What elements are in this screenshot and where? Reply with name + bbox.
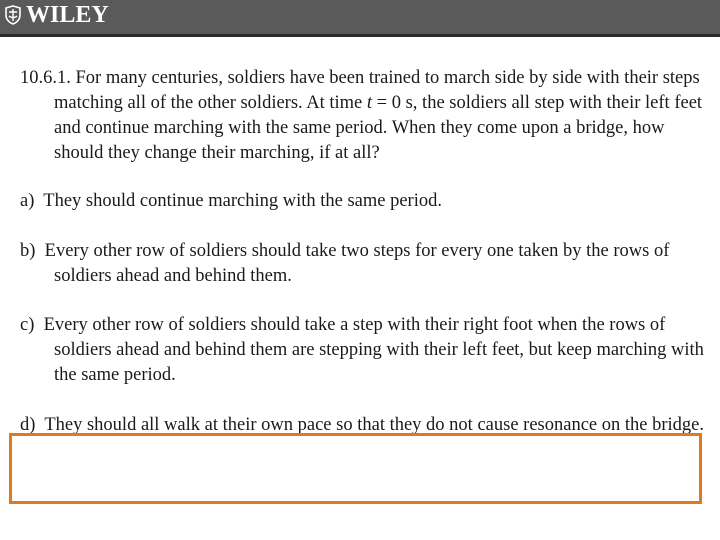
option-text: Every other row of soldiers should take a step with their right foot when the rows of soldiers ahead and behind them are stepping with their left feet, but keep marching with the same period. xyxy=(43,315,704,385)
wiley-logo xyxy=(4,2,109,28)
wiley-wordmark: WILEY xyxy=(26,2,109,28)
option-text: Every other row of soldiers should take two steps for every one taken by the rows of soldiers ahead and behind them. xyxy=(44,241,670,286)
option-letter: d) xyxy=(20,415,36,435)
time-variable: t xyxy=(366,93,373,113)
question-body-start: For many centuries, soldiers have been trained to march side by side with their steps matching all of the other soldiers. At time xyxy=(54,68,700,113)
option-letter: a) xyxy=(20,191,35,211)
header-bar xyxy=(0,0,720,37)
wiley-seal-icon xyxy=(4,5,22,25)
option-text: They should continue marching with the same period. xyxy=(43,191,442,211)
answer-highlight-box xyxy=(9,433,702,504)
option-letter: c) xyxy=(20,315,35,335)
question-content xyxy=(20,66,710,438)
answer-option-b[interactable] xyxy=(20,239,710,289)
question-body-end: = 0 s, the soldiers all step with their left feet and continue marching with the same period. When they come upon a bridge, how should they change their marching, if at all? xyxy=(54,93,703,163)
option-letter: b) xyxy=(20,241,36,261)
answer-option-c[interactable] xyxy=(20,313,710,388)
answer-option-a[interactable] xyxy=(20,189,710,214)
question-text xyxy=(20,66,710,166)
question-number: 10.6.1. xyxy=(20,68,71,88)
option-text: They should all walk at their own pace so that they do not cause resonance on the bridge. xyxy=(44,415,704,435)
